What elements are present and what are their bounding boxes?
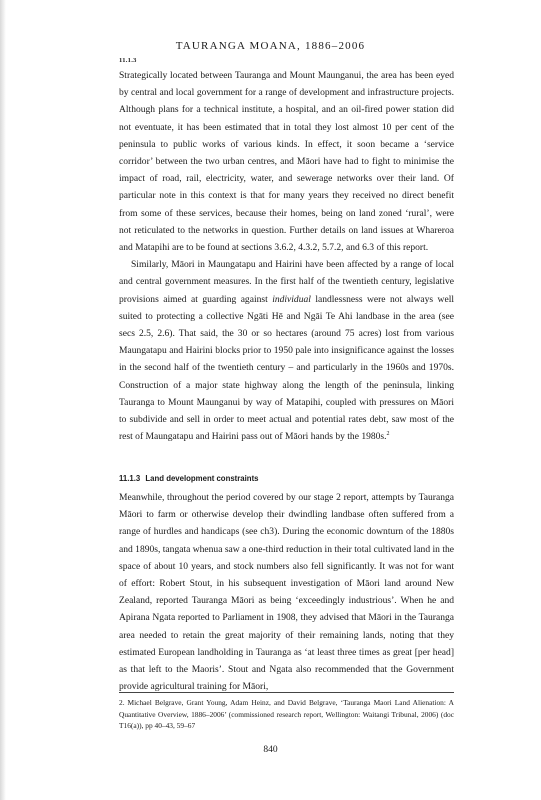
footnote-divider <box>119 692 454 693</box>
footnote-text: Michael Belgrave, Grant Young, Adam Heinz, and David Belgrave, ‘Tauranga Maori Land Alienation: A Quantitative Overview, 1886–2006’ (commissioned research report, Wellington: Waitangi Tribunal, 2006) (doc T16(a)), pp 40–43, 59–67 <box>119 698 454 730</box>
paragraph <box>119 256 454 445</box>
section-heading-number: 11.1.3 <box>119 474 141 483</box>
section-tag: 11.1.3 <box>119 57 137 64</box>
body-section-2 <box>119 489 454 695</box>
italic-emphasis: individual <box>272 293 311 305</box>
paragraph-text: landlessness were not always well suited to protecting a collective Ngāti Hē and Ngāi Te Ahi landbase in the area (see secs 2.5, 2.6). That said, the 30 or so hectares (around 75 acres) lost from various Maungatapu and Hairini blocks prior to 1950 pale into insignificance against the losses in the second half of the twentieth century – and particularly in the 1960s and 1970s. Construction of a major state highway along the length of the peninsula, linking Tauranga to Mount Maunganui by way of Matapihi, coupled with pressures on Māori to subdivide and sell in order to meet actual and potential rates debt, saw most of the rest of Maungatapu and Hairini pass out of Māori hands by the 1980s. <box>119 293 454 443</box>
footnote <box>119 697 454 732</box>
page-edge-shadow <box>0 0 6 800</box>
body-section-1 <box>119 67 454 445</box>
running-head: TAURANGA MOANA, 1886–2006 <box>175 40 366 52</box>
page-number: 840 <box>263 745 278 755</box>
paragraph-text: Similarly, Māori in Maungatapu and Hairini have been affected by a range of local and central government measures. In the first half of the twentieth century, legislative provisions aimed at guarding against <box>119 259 454 305</box>
paragraph: Meanwhile, throughout the period covered by our stage 2 report, attempts by Tauranga Māori to farm or otherwise develop their dwindling landbase often suffered from a range of hurdles and handicaps (see ch3). During the economic downturn of the 1880s and 1890s, tangata whenua saw a one-third reduction in their total cultivated land in the space of about 10 years, and stock numbers also fell significantly. It was not for want of effort: Robert Stout, in his subsequent investigation of Māori land around New Zealand, reported Tauranga Māori as being ‘exceedingly industrious’. When he and Apirana Ngata reported to Parliament in 1908, they advised that Māori in the Tauranga area needed to retain the great majority of their remaining lands, noting that they estimated European landholding in Tauranga as ‘at least three times as great [per head] as that left to the Maoris’. Stout and Ngata also recommended that the Government provide agricultural training for Māori, <box>119 492 454 693</box>
footnote-number: 2. <box>119 698 125 707</box>
section-heading-title: Land development constraints <box>145 474 259 483</box>
section-heading <box>119 474 259 483</box>
paragraph: Strategically located between Tauranga and Mount Maunganui, the area has been eyed by central and local government for a range of development and infrastructure projects. Although plans for a technical institute, a hospital, and an oil-fired power station did not eventuate, it has been estimated that in total they lost almost 10 per cent of the peninsula to public works of various kinds. In effect, it soon became a ‘service corridor’ between the two urban centres, and Māori have had to fight to minimise the impact of road, rail, electricity, water, and sewerage networks over their land. Of particular note in this context is that for many years they received no direct benefit from some of these services, because their homes, being on land zoned ‘rural’, were not reticulated to the networks in question. Further details on land issues at Whareroa and Matapihi are to be found at sections 3.6.2, 4.3.2, 5.7.2, and 6.3 of this report. <box>119 70 454 254</box>
footnote-reference[interactable]: 2 <box>386 431 390 438</box>
